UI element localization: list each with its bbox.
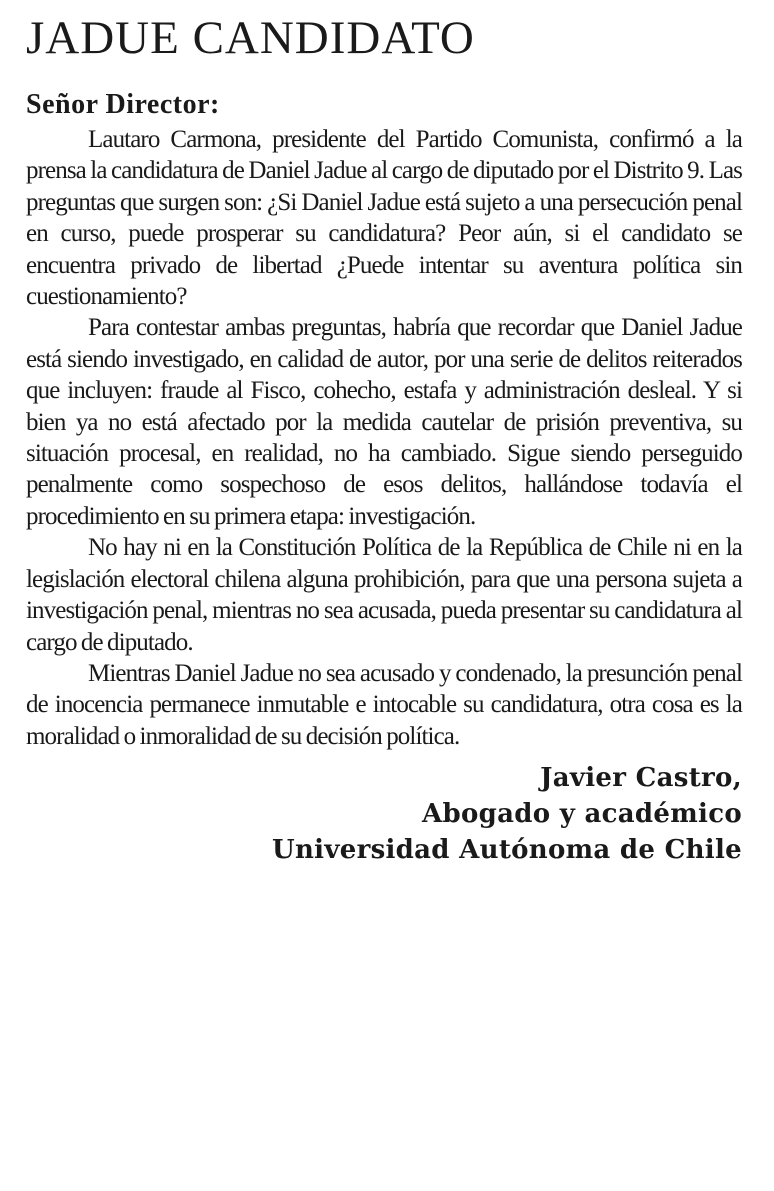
- letter-to-editor: [26, 0, 742, 868]
- letter-body: [26, 124, 742, 752]
- signature-name: Javier Castro,: [540, 763, 742, 794]
- paragraph-3: No hay ni en la Constitución Política de la República de Chile ni en la legislación electoral chilena alguna prohibición, para que una persona sujeta a investigación penal, mientras no sea acusada, pueda presentar su candidatura al cargo de diputado.: [26, 534, 742, 656]
- paragraph-2: Para contestar ambas preguntas, habría que recordar que Daniel Jadue está siendo investigado, en calidad de autor, por una serie de delitos reiterados que incluyen: fraude al Fisco, cohecho, estafa y administración desleal. Y si bien ya no está afectado por la medida cautelar de prisión preventiva, su situación procesal, en realidad, no ha cambiado. Sigue siendo perseguido penalmente como sospechoso de esos delitos, hallándose todavía el procedimiento en su primera etapa: investigación.: [26, 314, 742, 530]
- paragraph-4: Mientras Daniel Jadue no sea acusado y condenado, la presunción penal de inocencia permanece inmutable e intocable su candidatura, otra cosa es la moralidad o inmoralidad de su decisión política.: [26, 659, 742, 750]
- salutation: Señor Director:: [26, 89, 220, 120]
- paragraph-1: Lautaro Carmona, presidente del Partido Comunista, confirmó a la prensa la candidatura de Daniel Jadue al cargo de diputado por el Distrito 9. Las preguntas que surgen son: ¿Si Daniel Jadue está sujeto a una persecución penal en curso, puede prosperar su candidatura? Peor aún, si el candidato se encuentra privado de libertad ¿Puede intentar su aventura política sin cuestionamiento?: [26, 126, 742, 311]
- signature-role: Abogado y académico: [422, 799, 742, 830]
- headline: JADUE CANDIDATO: [26, 12, 475, 64]
- signature-institution: Universidad Autónoma de Chile: [271, 835, 742, 866]
- signature-block: [26, 760, 742, 868]
